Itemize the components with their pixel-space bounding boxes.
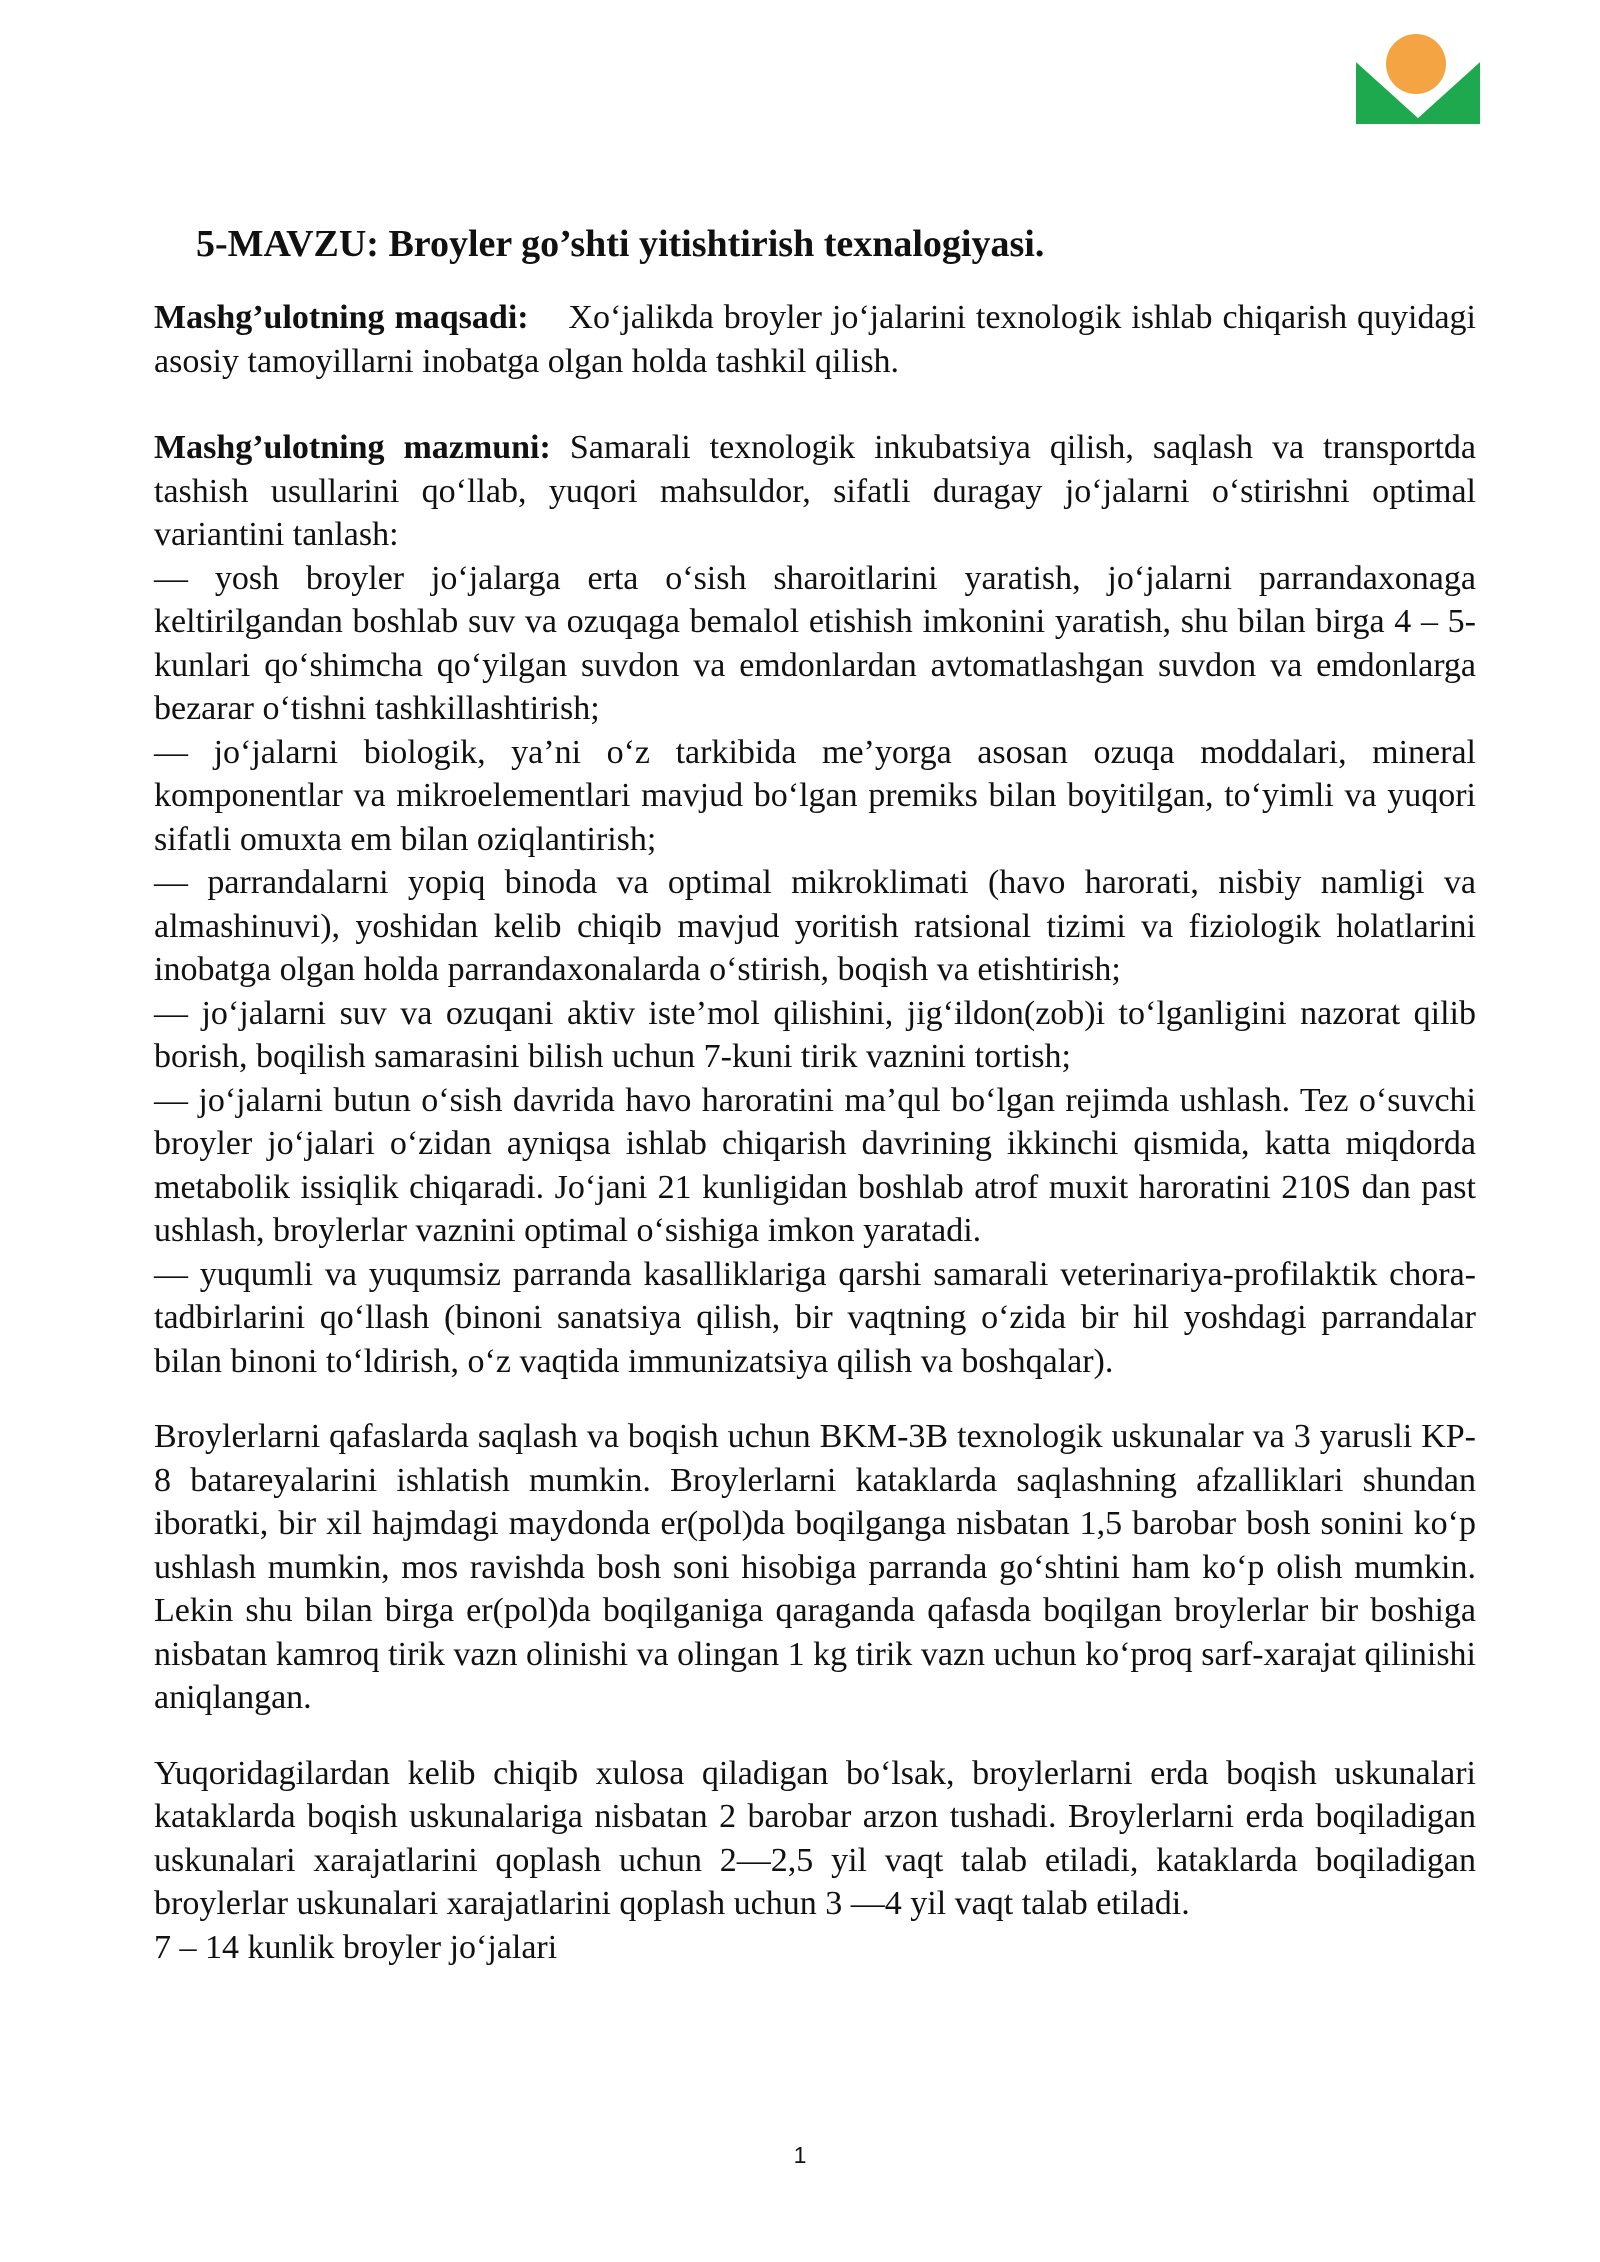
content-text: Samarali texnologik inkubatsiya qilish, saqlash va transportda tashish usullarini qo‘llab, yuqori mahsuldor, sifatli duragay jo‘jalarni o‘stirishni optimal variantini tanlash: xyxy=(154,429,1476,553)
list-item: — yuqumli va yuqumsiz parranda kasalliklariga qarshi samarali veterinariya-profilaktik chora-tadbirlarini qo‘llash (binoni sanatsiya qilish, bir vaqtning o‘zida bir hil yoshdagi parrandalar bilan binoni to‘ldirish, o‘z vaqtida immunizatsiya qilish va boshqalar). xyxy=(154,1255,1476,1380)
content-label: Mashg’ulotning mazmuni: xyxy=(154,429,551,466)
list-item: — jo‘jalarni butun o‘sish davrida havo haroratini ma’qul bo‘lgan rejimda ushlash. Tez o‘suvchi broyler jo‘jalari o‘zidan ayniqsa ishlab chiqarish davrining ikkinchi qismida, katta miqdorda metabolik issiqlik chiqaradi. Jo‘jani 21 kunligidan boshlab atrof muxit haroratini 210S dan past ushlash, broylerlar vaznini optimal o‘sishiga imkon yaratadi. xyxy=(154,1081,1476,1249)
content-paragraph xyxy=(154,426,1476,557)
goal-label: Mashg’ulotning maqsadi: xyxy=(154,299,529,336)
document-body xyxy=(154,220,1476,1969)
list-item: — jo‘jalarni biologik, ya’ni o‘z tarkibida me’yorga asosan ozuqa moddalari, mineral komponentlar va mikroelementlari mavjud bo‘lgan premiks bilan boyitilgan, to‘yimli va yuqori sifatli omuxta em bilan oziqlantirish; xyxy=(154,733,1476,858)
goal-paragraph xyxy=(154,296,1476,383)
caption-line: 7 – 14 kunlik broyler jo‘jalari xyxy=(154,1928,558,1966)
list-item: — parrandalarni yopiq binoda va optimal mikroklimati (havo harorati, nisbiy namligi va almashinuvi), yoshidan kelib chiqib mavjud yoritish ratsional tizimi va fiziologik holatlarini inobatga olgan holda parrandaxonalarda o‘stirish, boqish va etishtirish; xyxy=(154,864,1476,988)
cages-paragraph: Broylerlarni qafaslarda saqlash va boqish uchun BKM-3B texnologik uskunalar va 3 yarusli KP-8 batareyalarini ishlatish mumkin. Broylerlarni kataklarda saqlashning afzalliklari shundan iboratki, bir xil hajmdagi maydonda er(pol)da boqilganga nisbatan 1,5 barobar bosh sonini ko‘p ushlash mumkin, mos ravishda bosh soni hisobiga parranda go‘shtini ham ko‘p olish mumkin. Lekin shu bilan birga er(pol)da boqilganiga qaraganda qafasda boqilgan broylerlar bir boshiga nisbatan kamroq tirik vazn olinishi va olingan 1 kg tirik vazn uchun ko‘proq sarf-xarajat qilinishi aniqlangan. xyxy=(154,1418,1476,1716)
list-item: — jo‘jalarni suv va ozuqani aktiv iste’mol qilishini, jig‘ildon(zob)i to‘lganligini nazorat qilib borish, boqilish samarasini bilish uchun 7-kuni tirik vaznini tortish; xyxy=(154,994,1476,1075)
list-item: — yosh broyler jo‘jalarga erta o‘sish sharoitlarini yaratish, jo‘jalarni parrandaxonaga keltirilgandan boshlab suv va ozuqaga bemalol etishish imkonini yaratish, shu bilan birga 4 – 5-kunlari qo‘shimcha qo‘yilgan suvdon va emdonlardan avtomatlashgan suvdon va emdonlarga bezarar o‘tishni tashkillashtirish; xyxy=(154,559,1476,727)
logo-sun-check-icon xyxy=(1356,32,1480,132)
page-number: 1 xyxy=(793,2142,807,2168)
conclusion-paragraph: Yuqoridagilardan kelib chiqib xulosa qiladigan bo‘lsak, broylerlarni erda boqish uskunalari kataklarda boqish uskunalariga nisbatan 2 barobar arzon tushadi. Broylerlarni erda boqiladigan uskunalari xarajatlarini qoplash uchun 2—2,5 yil vaqt talab etiladi, kataklarda boqiladigan broylerlar uskunalari xarajatlarini qoplash uchun 3 —4 yil vaqt talab etiladi. xyxy=(154,1754,1476,1922)
page-title: 5-MAVZU: Broyler go’shti yitishtirish texnalogiyasi. xyxy=(196,223,1045,265)
goal-text: Xo‘jalikda broyler jo‘jalarini texnologik ishlab chiqarish quyidagi asosiy tamoyillarni inobatga olgan holda tashkil qilish. xyxy=(154,299,1476,380)
